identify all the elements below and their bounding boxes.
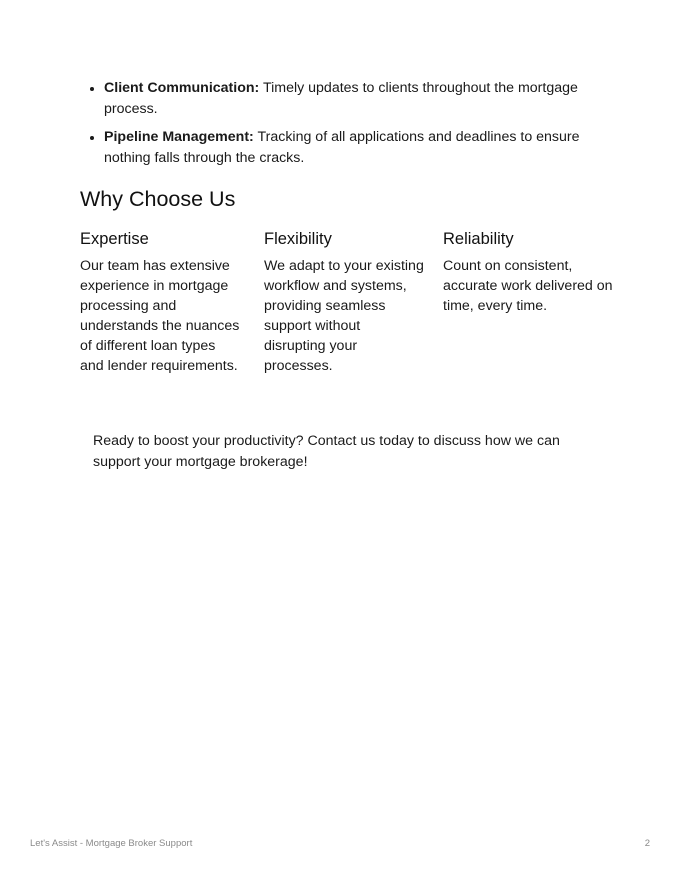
feature-title: Reliability xyxy=(443,230,514,248)
bullet-text: Timely updates to clients throughout the mortgage process. xyxy=(104,80,578,117)
bullet-text: Tracking of all applications and deadlines to ensure nothing falls through the cracks. xyxy=(104,129,580,166)
section-heading: Why Choose Us xyxy=(80,187,236,211)
bullet-lead: Pipeline Management: xyxy=(104,129,254,145)
feature-description: Count on consistent, accurate work delivered on time, every time. xyxy=(443,258,613,314)
feature-column-flexibility xyxy=(264,228,424,376)
list-item xyxy=(104,78,624,119)
feature-title: Expertise xyxy=(80,230,149,248)
feature-description: We adapt to your existing workflow and systems, providing seamless support without disrupting your processes. xyxy=(264,258,424,374)
services-bullet-list xyxy=(80,78,624,176)
feature-title: Flexibility xyxy=(264,230,332,248)
feature-description: Our team has extensive experience in mortgage processing and understands the nuances of different loan types and lender requirements. xyxy=(80,258,240,374)
feature-column-expertise xyxy=(80,228,240,376)
page-number: 2 xyxy=(644,838,650,849)
footer-title: Let's Assist - Mortgage Broker Support xyxy=(30,838,193,849)
call-to-action: Ready to boost your productivity? Contact us today to discuss how we can support your mortgage brokerage! xyxy=(93,433,560,470)
bullet-lead: Client Communication: xyxy=(104,80,260,96)
feature-column-reliability xyxy=(443,228,613,316)
list-item xyxy=(104,127,624,168)
